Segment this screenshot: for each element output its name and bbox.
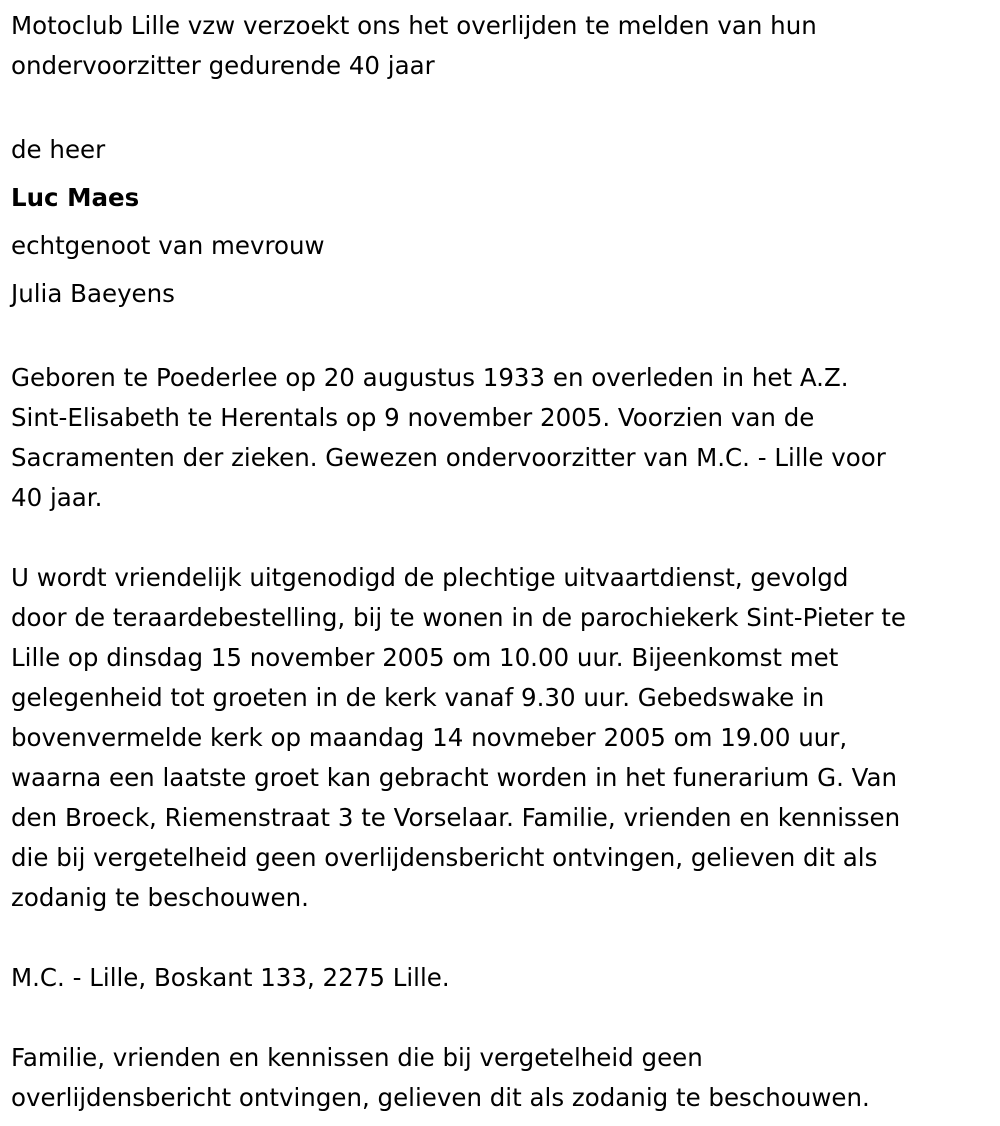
closing-line: overlijdensbericht ontvingen, gelieven dit als zodanig te beschouwen. (11, 1083, 870, 1112)
deceased-name: Luc Maes (11, 183, 140, 212)
funeral-paragraph (11, 558, 990, 918)
intro-paragraph (11, 6, 990, 86)
funeral-line: gelegenheid tot groeten in de kerk vanaf 9.30 uur. Gebedswake in (11, 683, 825, 712)
spacer (11, 518, 990, 558)
spacer (11, 318, 990, 358)
spacer (11, 86, 990, 126)
spacer (11, 918, 990, 958)
funeral-line: waarna een laatste groet kan gebracht worden in het funerarium G. Van (11, 763, 898, 792)
birth-death-line: 40 jaar. (11, 483, 103, 512)
funeral-line: zodanig te beschouwen. (11, 883, 309, 912)
funeral-line: die bij vergetelheid geen overlijdensbericht ontvingen, gelieven dit als (11, 843, 878, 872)
birth-death-line: Sint-Elisabeth te Herentals op 9 november 2005. Voorzien van de (11, 403, 815, 432)
salutation: de heer (11, 135, 106, 164)
funeral-line: U wordt vriendelijk uitgenodigd de plechtige uitvaartdienst, gevolgd (11, 563, 849, 592)
funeral-line: den Broeck, Riemenstraat 3 te Vorselaar. Familie, vrienden en kennissen (11, 803, 901, 832)
funeral-line: bovenvermelde kerk op maandag 14 novmeber 2005 om 19.00 uur, (11, 723, 848, 752)
address: M.C. - Lille, Boskant 133, 2275 Lille. (11, 963, 450, 992)
spouse-name: Julia Baeyens (11, 279, 175, 308)
birth-death-line: Sacramenten der zieken. Gewezen ondervoorzitter van M.C. - Lille voor (11, 443, 886, 472)
funeral-line: door de teraardebestelling, bij te wonen in de parochiekerk Sint-Pieter te (11, 603, 906, 632)
birth-death-line: Geboren te Poederlee op 20 augustus 1933 en overleden in het A.Z. (11, 363, 849, 392)
closing-line: Familie, vrienden en kennissen die bij vergetelheid geen (11, 1043, 703, 1072)
birth-death-paragraph (11, 358, 990, 518)
intro-line: Motoclub Lille vzw verzoekt ons het overlijden te melden van hun (11, 11, 817, 40)
intro-line: ondervoorzitter gedurende 40 jaar (11, 51, 435, 80)
spacer (11, 998, 990, 1038)
funeral-line: Lille op dinsdag 15 november 2005 om 10.00 uur. Bijeenkomst met (11, 643, 839, 672)
deceased-block (11, 126, 990, 318)
closing-paragraph (11, 1038, 990, 1118)
spouse-label: echtgenoot van mevrouw (11, 231, 325, 260)
